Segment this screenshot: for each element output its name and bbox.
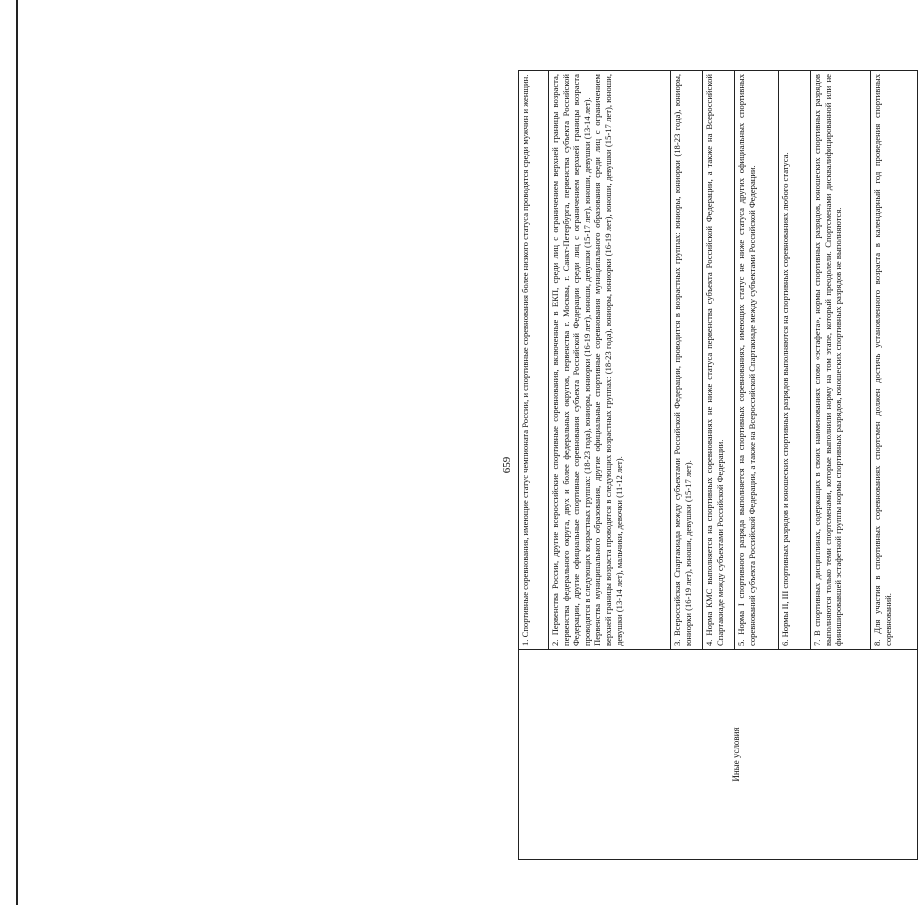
condition-item-3 [671,71,703,649]
page-edge-line [16,0,18,905]
condition-text: 8. Для участия в спортивных соревнованиях спортсмен должен достичь установленного возраста в календарный год проведения спортивных соревнований. [872,74,893,646]
page-number: 659 [501,456,513,474]
condition-item-6 [779,71,811,649]
condition-text: 7. В спортивных дисциплинах, содержащих в своих наименованиях слово «эстафета», нормы спортивных разрядов, юношеских спортивных разрядов выполняются только теми спортсменами, которые выполнили норму на том этапе, который преодолели. Спортсменами дисквалифицированной или не финишировавшей эстафетной группы нормы спортивных разрядов, юношеских спортивных разрядов не выполняются. [812,74,844,646]
condition-item-1 [519,71,549,649]
content-column [519,71,917,649]
condition-text: 1. Спортивные соревнования, имеющие статус чемпионата России, и спортивные соревнования более низкого статуса проводятся среди мужчин и женщин. [520,74,530,646]
condition-item-5 [735,71,779,649]
condition-text: 3. Всероссийская Спартакиада между субъектами Российской Федерации, проводится в возрастных группах: юниоры, юниорки (18-23 года), юниоры, юниорки (16-19 лет), юноши, девушки (15-17 лет). [672,74,693,646]
condition-text: 6. Нормы II, III спортивных разрядов и юношеских спортивных разрядов выполняются на спортивных соревнованиях любого статуса. [780,152,790,646]
condition-text: 4. Норма КМС выполняется на спортивных соревнованиях не ниже статуса первенства субъекта Российской Федерации, а также на Всероссийской Спартакиаде между субъектами Российской Федерации. [704,74,725,646]
condition-item-4 [703,71,735,649]
condition-text: 5. Норма I спортивного разряда выполняется на спортивных соревнованиях, имеющих статус не ниже статуса других официальных спортивных соревнований субъекта Российской Федерации, а также на Всероссийской Спартакиаде между субъектами Российской Федерации. [736,74,757,646]
label-column [519,649,917,859]
conditions-table [518,70,918,860]
condition-item-8 [871,71,917,649]
rotated-page-content [500,70,920,860]
condition-item-2 [549,71,671,649]
condition-item-7 [811,71,871,649]
condition-text: 2. Первенства России, другие всероссийские спортивные соревнования, включенные в ЕКП, среди лиц с ограничением верхней границы возраста, первенства федерального округа, двух и более федеральных округов, первенства г. Москвы, г. Санкт-Петербурга, первенства субъекта Российской Федерации, другие официальные спортивные соревнования субъекта Российской Федерации среди лиц с ограничением верхней границы возраста проводятся в следующих возрастных группах: (18-23 года), юниоры, юниорки (16-19 лет), юноши, девушки (15-17 лет), юноши, девушки (13-14 лет). [550,74,592,646]
row-label: Иные условия [731,727,741,782]
condition-text-extra: Первенства муниципального образования, другие официальные спортивные соревнования муниципального образования среди лиц с ограничением верхней границы возраста проводятся в следующих возрастных группах: (18-23 года), юниоры, юниорки (16-19 лет), юноши, девушки (15-17 лет), юноши, девушки (13-14 лет), мальчики, девочки (11-12 лет). [592,74,624,646]
